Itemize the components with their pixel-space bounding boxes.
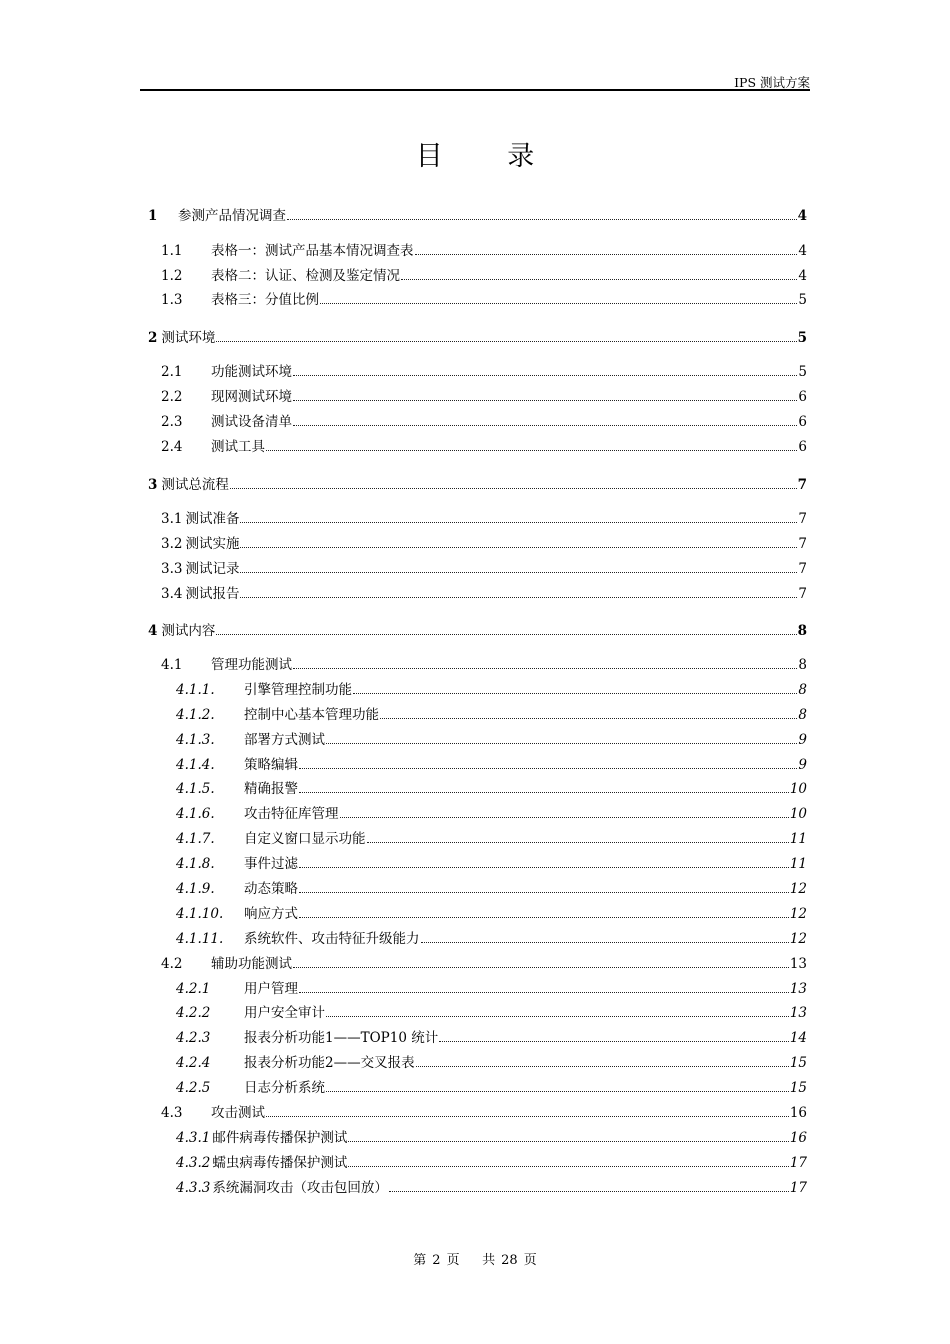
toc-entry-number: 1 bbox=[148, 208, 158, 224]
toc-entry-number: 4.2.4 bbox=[176, 1055, 211, 1071]
toc-entry-title: 引擎管理控制功能 bbox=[244, 682, 352, 698]
toc-entry[interactable] bbox=[148, 207, 807, 225]
toc-dot-leader bbox=[266, 450, 797, 451]
toc-dot-leader bbox=[421, 942, 789, 943]
toc-entry-title: 表格三：分值比例 bbox=[211, 292, 319, 308]
toc-dot-leader bbox=[348, 1141, 788, 1142]
toc-dot-leader bbox=[389, 1191, 789, 1192]
toc-entry[interactable] bbox=[161, 438, 807, 456]
toc-entry-title: 测试设备清单 bbox=[211, 414, 292, 430]
toc-entry-title: 系统漏洞攻击（攻击包回放） bbox=[212, 1180, 388, 1196]
toc-entry-number: 4.1.3. bbox=[176, 732, 215, 748]
toc-dot-leader bbox=[367, 842, 789, 843]
toc-entry-number: 2.2 bbox=[161, 389, 183, 405]
toc-entry-page: 13 bbox=[789, 956, 807, 972]
toc-entry[interactable] bbox=[176, 1129, 807, 1147]
toc-entry-page: 11 bbox=[789, 856, 807, 872]
toc-dot-leader bbox=[287, 219, 797, 220]
toc-dot-leader bbox=[299, 992, 789, 993]
toc-entry[interactable] bbox=[148, 622, 807, 640]
toc-entry[interactable] bbox=[161, 560, 807, 578]
toc-entry-number: 4.1.1. bbox=[176, 682, 215, 698]
toc-entry-number: 4.3.3 bbox=[176, 1180, 211, 1196]
toc-entry-title: 蠕虫病毒传播保护测试 bbox=[212, 1155, 348, 1171]
toc-entry-number: 4.3.1 bbox=[176, 1130, 211, 1146]
toc-entry[interactable] bbox=[161, 535, 807, 553]
toc-entry-title: 测试记录 bbox=[185, 561, 240, 577]
toc-entry-page: 8 bbox=[797, 623, 807, 639]
toc-dot-leader bbox=[293, 668, 797, 669]
toc-dot-leader bbox=[439, 1041, 789, 1042]
toc-entry-number: 3 bbox=[148, 477, 158, 493]
toc-dot-leader bbox=[326, 1091, 789, 1092]
toc-entry-number: 2.3 bbox=[161, 414, 183, 430]
toc-entry[interactable] bbox=[176, 905, 807, 923]
toc-entry-page: 13 bbox=[789, 981, 807, 997]
toc-entry-title: 测试实施 bbox=[185, 536, 240, 552]
toc-entry-title: 表格一：测试产品基本情况调查表 bbox=[211, 243, 414, 259]
toc-entry[interactable] bbox=[176, 1054, 807, 1072]
toc-dot-leader bbox=[299, 917, 789, 918]
toc-entry-title: 测试报告 bbox=[185, 586, 240, 602]
footer-total-pages: 28 bbox=[501, 1253, 518, 1268]
toc-entry-title: 攻击测试 bbox=[211, 1105, 265, 1121]
toc-dot-leader bbox=[293, 425, 797, 426]
toc-entry-page: 7 bbox=[798, 536, 807, 552]
toc-entry-number: 4.1.2. bbox=[176, 707, 215, 723]
toc-dot-leader bbox=[299, 768, 797, 769]
toc-entry-page: 4 bbox=[797, 208, 807, 224]
toc-entry[interactable] bbox=[176, 830, 807, 848]
toc-entry[interactable] bbox=[176, 1079, 807, 1097]
toc-entry-page: 13 bbox=[789, 1005, 807, 1021]
toc-entry-title: 现网测试环境 bbox=[211, 389, 292, 405]
toc-entry-number: 4.1.5. bbox=[176, 781, 215, 797]
toc-entry-number: 4.1.6. bbox=[176, 806, 215, 822]
toc-dot-leader bbox=[240, 572, 797, 573]
toc-dot-leader bbox=[340, 817, 789, 818]
toc-entry-page: 12 bbox=[789, 906, 807, 922]
toc-entry-number: 4.1.7. bbox=[176, 831, 215, 847]
toc-entry-number: 4.1 bbox=[161, 657, 183, 673]
toc-entry-title: 用户管理 bbox=[244, 981, 298, 997]
toc-entry[interactable] bbox=[161, 585, 807, 603]
toc-dot-leader bbox=[380, 718, 797, 719]
toc-dot-leader bbox=[293, 400, 797, 401]
footer-total-prefix: 共 bbox=[482, 1253, 496, 1268]
toc-entry[interactable] bbox=[161, 955, 807, 973]
toc-dot-leader bbox=[326, 1016, 789, 1017]
toc-entry-number: 3.1 bbox=[161, 511, 183, 527]
toc-dot-leader bbox=[266, 1116, 789, 1117]
toc-entry-title: 测试准备 bbox=[185, 511, 240, 527]
toc-entry-title: 测试工具 bbox=[211, 439, 265, 455]
toc-entry[interactable] bbox=[176, 930, 807, 948]
toc-entry[interactable] bbox=[176, 1154, 807, 1172]
toc-entry-title: 系统软件、攻击特征升级能力 bbox=[244, 931, 420, 947]
toc-entry[interactable] bbox=[161, 267, 807, 285]
toc-entry-page: 17 bbox=[789, 1180, 807, 1196]
toc-entry-title: 动态策略 bbox=[244, 881, 298, 897]
toc-entry-number: 4.3 bbox=[161, 1105, 183, 1121]
toc-entry-title: 响应方式 bbox=[244, 906, 298, 922]
toc-entry-title: 测试环境 bbox=[161, 330, 216, 346]
toc-title: 目 录 bbox=[415, 141, 563, 172]
toc-entry-number: 4.1.8. bbox=[176, 856, 215, 872]
toc-entry[interactable] bbox=[176, 756, 807, 774]
toc-entry-number: 1.1 bbox=[161, 243, 183, 259]
toc-dot-leader bbox=[299, 792, 789, 793]
toc-dot-leader bbox=[216, 634, 796, 635]
toc-entry-number: 2.1 bbox=[161, 364, 183, 380]
toc-entry-number: 4.1.11. bbox=[176, 931, 224, 947]
toc-dot-leader bbox=[415, 254, 798, 255]
header-title: IPS 测试方案 bbox=[734, 75, 810, 90]
toc-entry-number: 4.2.2 bbox=[176, 1005, 211, 1021]
page-header bbox=[140, 70, 810, 91]
toc-entry-page: 9 bbox=[798, 757, 807, 773]
toc-dot-leader bbox=[320, 303, 797, 304]
toc-entry-number: 4.2.3 bbox=[176, 1030, 211, 1046]
toc-entry-page: 6 bbox=[798, 439, 807, 455]
toc-entry-page: 4 bbox=[798, 243, 807, 259]
page-footer bbox=[0, 1249, 950, 1268]
toc-entry[interactable] bbox=[161, 363, 807, 381]
toc-entry-number: 2.4 bbox=[161, 439, 183, 455]
toc-dot-leader bbox=[353, 693, 797, 694]
toc-dot-leader bbox=[299, 867, 789, 868]
toc-entry-page: 5 bbox=[797, 330, 807, 346]
toc-entry[interactable] bbox=[176, 1029, 807, 1047]
toc-dot-leader bbox=[293, 967, 789, 968]
toc-entry[interactable] bbox=[161, 242, 807, 260]
toc-entry-page: 7 bbox=[798, 511, 807, 527]
toc-entry-page: 15 bbox=[789, 1055, 807, 1071]
toc-entry-number: 3.2 bbox=[161, 536, 183, 552]
toc-entry[interactable] bbox=[176, 980, 807, 998]
toc-entry-number: 4.3.2 bbox=[176, 1155, 211, 1171]
toc-entry-page: 12 bbox=[789, 881, 807, 897]
toc-entry-title: 管理功能测试 bbox=[211, 657, 292, 673]
toc-entry-title: 参测产品情况调查 bbox=[178, 208, 286, 224]
toc-entry-title: 测试内容 bbox=[161, 623, 216, 639]
toc-dot-leader bbox=[299, 892, 789, 893]
toc-entry-title: 辅助功能测试 bbox=[211, 956, 292, 972]
toc-entry[interactable] bbox=[148, 329, 807, 347]
toc-entry-title: 控制中心基本管理功能 bbox=[244, 707, 379, 723]
toc-entry[interactable] bbox=[176, 855, 807, 873]
toc-entry-page: 7 bbox=[798, 586, 807, 602]
toc-entry-number: 4.1.9. bbox=[176, 881, 215, 897]
toc-entry-page: 5 bbox=[798, 292, 807, 308]
toc-entry-page: 10 bbox=[789, 806, 807, 822]
toc-entry-page: 8 bbox=[798, 657, 807, 673]
toc-entry-number: 4.2 bbox=[161, 956, 183, 972]
toc-entry-number: 4.1.10. bbox=[176, 906, 224, 922]
toc-dot-leader bbox=[293, 375, 797, 376]
toc-entry-title: 策略编辑 bbox=[244, 757, 298, 773]
toc-entry[interactable] bbox=[176, 880, 807, 898]
toc-entry[interactable] bbox=[161, 291, 807, 309]
toc-entry-page: 7 bbox=[797, 477, 807, 493]
toc-entry[interactable] bbox=[176, 1004, 807, 1022]
toc-entry-page: 5 bbox=[798, 364, 807, 380]
toc-entry-number: 4.1.4. bbox=[176, 757, 215, 773]
toc-entry[interactable] bbox=[161, 1104, 807, 1122]
toc-entry[interactable] bbox=[161, 510, 807, 528]
toc-entry-title: 事件过滤 bbox=[244, 856, 298, 872]
toc-entry-page: 6 bbox=[798, 389, 807, 405]
toc-entry-page: 12 bbox=[789, 931, 807, 947]
footer-page-prefix: 第 bbox=[413, 1253, 427, 1268]
footer-page-number: 2 bbox=[432, 1253, 441, 1268]
toc-entry[interactable] bbox=[176, 706, 807, 724]
toc-entry-title: 精确报警 bbox=[244, 781, 298, 797]
toc-entry-number: 3.3 bbox=[161, 561, 183, 577]
toc-entry[interactable] bbox=[176, 780, 807, 798]
toc-entry-page: 16 bbox=[789, 1105, 807, 1121]
toc-entry-number: 1.2 bbox=[161, 268, 183, 284]
footer-page-suffix: 页 bbox=[446, 1253, 460, 1268]
toc-dot-leader bbox=[401, 279, 797, 280]
toc-entry-title: 日志分析系统 bbox=[244, 1080, 325, 1096]
toc-entry[interactable] bbox=[176, 731, 807, 749]
toc-entry-title: 表格二：认证、检测及鉴定情况 bbox=[211, 268, 400, 284]
toc-entry-page: 4 bbox=[798, 268, 807, 284]
toc-entry-page: 17 bbox=[789, 1155, 807, 1171]
toc-dot-leader bbox=[348, 1166, 788, 1167]
toc-entry-title: 功能测试环境 bbox=[211, 364, 292, 380]
toc-entry[interactable] bbox=[161, 388, 807, 406]
toc-entry-page: 8 bbox=[798, 682, 807, 698]
toc-dot-leader bbox=[230, 488, 797, 489]
toc-entry-title: 攻击特征库管理 bbox=[244, 806, 339, 822]
toc-dot-leader bbox=[416, 1066, 789, 1067]
toc-entry-number: 4.2.1 bbox=[176, 981, 211, 997]
toc-entry-title: 部署方式测试 bbox=[244, 732, 325, 748]
toc-dot-leader bbox=[240, 597, 797, 598]
footer-total-suffix: 页 bbox=[523, 1253, 537, 1268]
toc-entry-title: 报表分析功能2——交叉报表 bbox=[244, 1055, 415, 1071]
toc-dot-leader bbox=[326, 743, 797, 744]
toc-entry-page: 10 bbox=[789, 781, 807, 797]
toc-entry-number: 3.4 bbox=[161, 586, 183, 602]
toc-entry-number: 4 bbox=[148, 623, 158, 639]
toc-entry-number: 4.2.5 bbox=[176, 1080, 211, 1096]
toc-entry-page: 6 bbox=[798, 414, 807, 430]
toc-entry-title: 自定义窗口显示功能 bbox=[244, 831, 366, 847]
toc-entry-page: 7 bbox=[798, 561, 807, 577]
toc-entry[interactable] bbox=[176, 681, 807, 699]
toc-dot-leader bbox=[240, 522, 797, 523]
toc-entry-page: 11 bbox=[789, 831, 807, 847]
toc-entry[interactable] bbox=[148, 476, 807, 494]
toc-dot-leader bbox=[240, 547, 797, 548]
toc-entry-title: 报表分析功能1——TOP10 统计 bbox=[244, 1030, 439, 1046]
toc-entry-page: 14 bbox=[789, 1030, 807, 1046]
toc-entry[interactable] bbox=[176, 1179, 807, 1197]
toc-dot-leader bbox=[216, 341, 796, 342]
toc-entry-page: 9 bbox=[798, 732, 807, 748]
toc-entry-number: 2 bbox=[148, 330, 158, 346]
toc-entry-title: 邮件病毒传播保护测试 bbox=[212, 1130, 348, 1146]
toc-entry-title: 用户安全审计 bbox=[244, 1005, 325, 1021]
toc-entry[interactable] bbox=[161, 413, 807, 431]
toc-entry-title: 测试总流程 bbox=[161, 477, 229, 493]
toc-entry-page: 16 bbox=[789, 1130, 807, 1146]
toc-entry-number: 1.3 bbox=[161, 292, 183, 308]
toc-entry-page: 15 bbox=[789, 1080, 807, 1096]
toc-entry[interactable] bbox=[161, 656, 807, 674]
toc-entry-page: 8 bbox=[798, 707, 807, 723]
toc-entry[interactable] bbox=[176, 805, 807, 823]
